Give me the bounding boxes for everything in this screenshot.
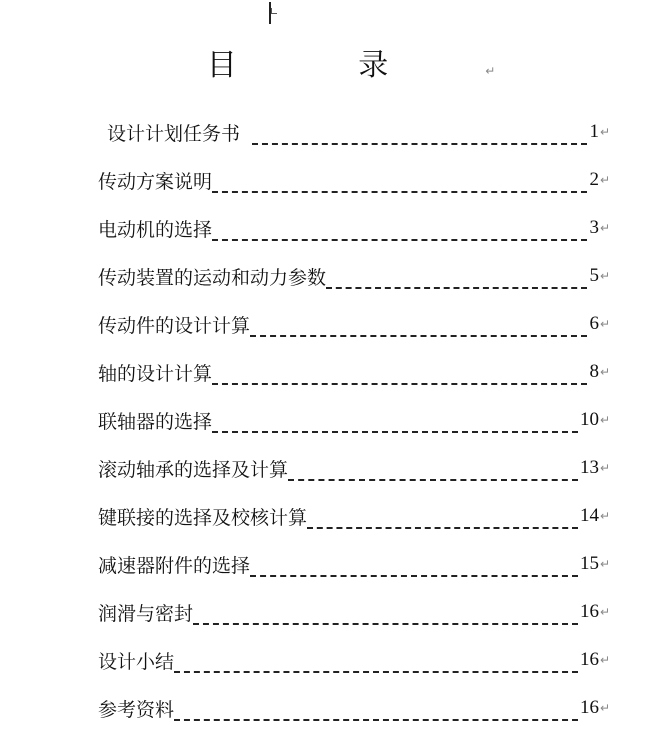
toc-entry-page: 16 <box>579 601 599 622</box>
toc-entry-page: 6 <box>589 313 599 334</box>
toc-entry-page: 5 <box>589 265 599 286</box>
toc-entry-label: 键联接的选择及校核计算 <box>98 506 308 529</box>
toc-entry-label: 传动方案说明 <box>98 170 213 193</box>
toc-leader-dashes <box>250 555 578 577</box>
toc-entry[interactable] <box>98 636 610 684</box>
page-title <box>0 46 662 91</box>
toc-entry[interactable] <box>98 156 610 204</box>
toc-entry[interactable] <box>98 396 610 444</box>
toc-entry[interactable] <box>98 444 610 492</box>
toc-entry-page: 8 <box>589 361 599 382</box>
toc-entry-label: 轴的设计计算 <box>98 362 213 385</box>
toc-entry-label: 传动装置的运动和动力参数 <box>98 266 327 289</box>
toc-entry-page: 10 <box>579 409 599 430</box>
toc-leader-dashes <box>288 459 578 481</box>
title-text: 目 录 <box>206 48 445 83</box>
toc-leader-dashes <box>193 603 578 625</box>
toc-entry-label: 润滑与密封 <box>98 602 194 625</box>
toc-entry-page: 2 <box>589 169 599 190</box>
toc-entry[interactable] <box>98 204 610 252</box>
paragraph-mark-icon: ↵ <box>599 413 610 427</box>
toc-entry-label: 传动件的设计计算 <box>98 314 251 337</box>
toc-entry-label: 联轴器的选择 <box>98 410 213 433</box>
paragraph-mark-icon: ↵ <box>599 605 610 619</box>
paragraph-mark-icon: ↵ <box>599 269 610 283</box>
toc-entry-label: 参考资料 <box>98 698 175 721</box>
toc-leader-dashes <box>212 219 587 241</box>
toc-entry-page: 14 <box>579 505 599 526</box>
toc-leader-dashes <box>212 411 578 433</box>
toc-entry[interactable] <box>98 588 610 636</box>
toc-entry[interactable] <box>98 300 610 348</box>
paragraph-mark-icon: ↵ <box>485 64 496 78</box>
toc-leader-dashes <box>326 267 587 289</box>
paragraph-mark-icon: ↵ <box>599 653 610 667</box>
toc-entry[interactable] <box>98 492 610 540</box>
paragraph-mark-icon: ↵ <box>599 461 610 475</box>
toc-entry-page: 13 <box>579 457 599 478</box>
toc-leader-dashes <box>307 507 578 529</box>
toc-leader-dashes <box>252 123 587 145</box>
toc-entry-label: 电动机的选择 <box>98 218 213 241</box>
toc-entry-label: 设计小结 <box>98 650 175 673</box>
table-of-contents <box>98 108 610 732</box>
toc-entry-page: 16 <box>579 649 599 670</box>
paragraph-mark-icon: ↵ <box>599 173 610 187</box>
toc-entry-page: 1 <box>589 121 599 142</box>
toc-entry-page: 3 <box>589 217 599 238</box>
paragraph-mark-icon: ↵ <box>599 365 610 379</box>
toc-entry[interactable] <box>98 684 610 732</box>
paragraph-mark-icon: ↵ <box>599 557 610 571</box>
toc-leader-dashes <box>174 699 578 721</box>
toc-leader-dashes <box>174 651 578 673</box>
paragraph-mark-icon: ↵ <box>599 125 610 139</box>
toc-entry[interactable] <box>98 348 610 396</box>
paragraph-mark-icon: ↵ <box>599 509 610 523</box>
text-cursor-icon <box>269 2 271 24</box>
toc-entry-page: 16 <box>579 697 599 718</box>
toc-entry[interactable] <box>98 252 610 300</box>
toc-entry-page: 15 <box>579 553 599 574</box>
paragraph-mark-icon: ↵ <box>599 701 610 715</box>
toc-entry[interactable] <box>98 108 610 156</box>
toc-entry[interactable] <box>98 540 610 588</box>
paragraph-mark-icon: ↵ <box>599 317 610 331</box>
paragraph-mark-icon: ↵ <box>599 221 610 235</box>
toc-leader-dashes <box>250 315 587 337</box>
toc-entry-label: 减速器附件的选择 <box>98 554 251 577</box>
toc-entry-label: 滚动轴承的选择及计算 <box>98 458 289 481</box>
toc-leader-dashes <box>212 171 587 193</box>
toc-entry-label: 设计计划任务书 <box>107 122 241 145</box>
toc-leader-dashes <box>212 363 587 385</box>
